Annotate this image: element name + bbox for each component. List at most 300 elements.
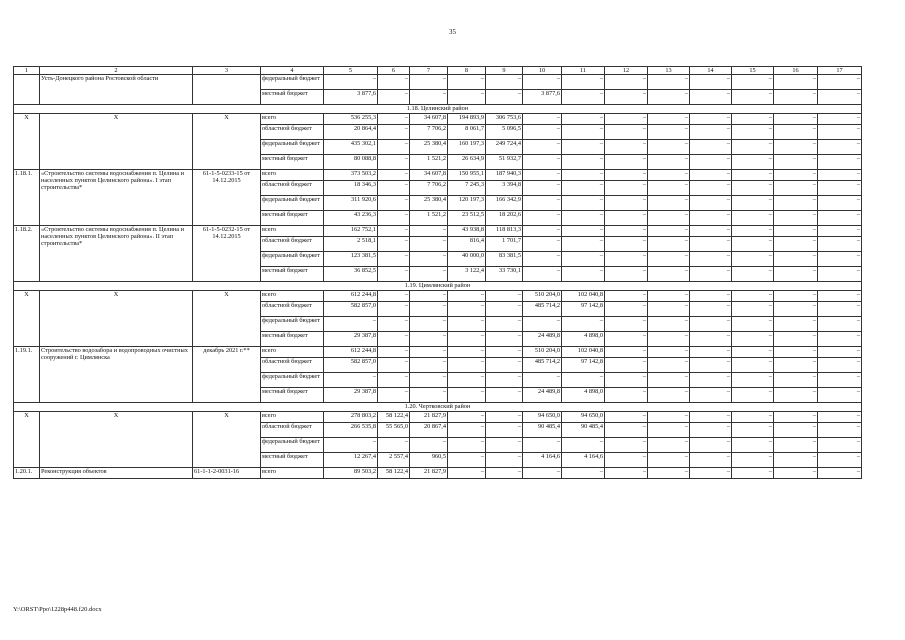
- value-cell: 102 040,8: [562, 291, 605, 302]
- value-cell: –: [648, 181, 690, 196]
- page-number: 35: [449, 28, 456, 36]
- value-cell: –: [562, 114, 605, 125]
- value-cell: –: [523, 237, 562, 252]
- value-cell: 21 827,9: [410, 412, 448, 423]
- table-row: [14, 105, 862, 114]
- value-cell: –: [523, 252, 562, 267]
- budget-type-cell: всего: [261, 114, 324, 125]
- value-cell: –: [732, 291, 774, 302]
- budget-type-cell: всего: [261, 170, 324, 181]
- value-cell: –: [690, 332, 732, 347]
- value-cell: –: [818, 155, 862, 170]
- value-cell: 166 342,9: [486, 196, 523, 211]
- table-row: [14, 114, 862, 125]
- column-number-header: 15: [732, 67, 774, 75]
- value-cell: –: [774, 170, 818, 181]
- value-cell: 36 852,5: [324, 267, 378, 282]
- value-cell: 278 803,2: [324, 412, 378, 423]
- value-cell: –: [605, 114, 648, 125]
- value-cell: 25 380,4: [410, 140, 448, 155]
- value-cell: –: [523, 125, 562, 140]
- value-cell: –: [732, 226, 774, 237]
- value-cell: –: [648, 211, 690, 226]
- table-row: [14, 75, 862, 90]
- value-cell: –: [648, 453, 690, 468]
- region-title: 1.20. Чертковский район: [14, 403, 862, 412]
- value-cell: –: [690, 358, 732, 373]
- value-cell: –: [605, 291, 648, 302]
- value-cell: 510 204,0: [523, 291, 562, 302]
- value-cell: 90 485,4: [523, 423, 562, 438]
- value-cell: –: [648, 291, 690, 302]
- value-cell: –: [378, 291, 410, 302]
- budget-type-cell: местный бюджет: [261, 90, 324, 105]
- value-cell: –: [774, 125, 818, 140]
- budget-type-cell: всего: [261, 468, 324, 479]
- value-cell: –: [562, 170, 605, 181]
- column-number-header: 10: [523, 67, 562, 75]
- value-cell: –: [648, 196, 690, 211]
- value-cell: –: [324, 317, 378, 332]
- value-cell: –: [732, 373, 774, 388]
- value-cell: –: [324, 373, 378, 388]
- value-cell: –: [486, 302, 523, 317]
- value-cell: –: [378, 181, 410, 196]
- value-cell: –: [818, 252, 862, 267]
- value-cell: –: [562, 267, 605, 282]
- object-name-cell: Строительство водозабора и водопроводных очистных сооружений г. Цимлянска: [40, 347, 193, 403]
- value-cell: 4 164,6: [562, 453, 605, 468]
- value-cell: –: [732, 332, 774, 347]
- row-number-cell: Х: [14, 114, 40, 170]
- value-cell: –: [410, 291, 448, 302]
- value-cell: 3 122,4: [448, 267, 486, 282]
- value-cell: 2 518,1: [324, 237, 378, 252]
- value-cell: –: [410, 347, 448, 358]
- value-cell: –: [774, 347, 818, 358]
- value-cell: –: [648, 423, 690, 438]
- value-cell: 485 714,2: [523, 358, 562, 373]
- value-cell: –: [605, 125, 648, 140]
- document-cell: 61-1-5-0232-15 от 14.12.2015: [193, 226, 261, 282]
- object-name-cell: Усть-Донецкого района Ростовской области: [40, 75, 193, 105]
- value-cell: –: [818, 453, 862, 468]
- value-cell: 94 650,0: [562, 412, 605, 423]
- value-cell: –: [818, 373, 862, 388]
- value-cell: –: [523, 317, 562, 332]
- value-cell: –: [774, 90, 818, 105]
- budget-type-cell: федеральный бюджет: [261, 75, 324, 90]
- value-cell: 43 236,3: [324, 211, 378, 226]
- value-cell: –: [378, 373, 410, 388]
- value-cell: –: [448, 373, 486, 388]
- value-cell: –: [410, 317, 448, 332]
- value-cell: –: [605, 358, 648, 373]
- row-number-cell: 1.18.2.: [14, 226, 40, 282]
- row-number-cell: Х: [14, 412, 40, 468]
- value-cell: –: [774, 181, 818, 196]
- value-cell: –: [818, 75, 862, 90]
- file-path-footer: Y:\ORST\Ppo\1228p448.f20.docx: [13, 606, 102, 613]
- value-cell: –: [732, 170, 774, 181]
- budget-type-cell: областной бюджет: [261, 423, 324, 438]
- value-cell: –: [818, 302, 862, 317]
- value-cell: –: [605, 412, 648, 423]
- table-row: [14, 412, 862, 423]
- value-cell: 612 244,8: [324, 291, 378, 302]
- value-cell: –: [448, 75, 486, 90]
- value-cell: 90 485,4: [562, 423, 605, 438]
- value-cell: –: [378, 237, 410, 252]
- budget-type-cell: всего: [261, 226, 324, 237]
- value-cell: –: [448, 317, 486, 332]
- value-cell: –: [562, 140, 605, 155]
- value-cell: –: [523, 75, 562, 90]
- value-cell: –: [818, 291, 862, 302]
- budget-type-cell: местный бюджет: [261, 332, 324, 347]
- document-cell: 61-1-5-0233-15 от 14.12.2015: [193, 170, 261, 226]
- value-cell: –: [448, 358, 486, 373]
- budget-type-cell: федеральный бюджет: [261, 317, 324, 332]
- value-cell: –: [774, 267, 818, 282]
- value-cell: 26 634,9: [448, 155, 486, 170]
- value-cell: –: [648, 155, 690, 170]
- object-name-cell: Реконструкция объектов: [40, 468, 193, 479]
- value-cell: –: [690, 114, 732, 125]
- value-cell: –: [486, 358, 523, 373]
- value-cell: 3 877,6: [523, 90, 562, 105]
- value-cell: –: [324, 438, 378, 453]
- value-cell: –: [605, 438, 648, 453]
- value-cell: –: [562, 468, 605, 479]
- value-cell: –: [690, 412, 732, 423]
- column-number-header: 3: [193, 67, 261, 75]
- value-cell: –: [648, 388, 690, 403]
- value-cell: –: [378, 140, 410, 155]
- value-cell: –: [486, 75, 523, 90]
- value-cell: –: [523, 438, 562, 453]
- value-cell: –: [378, 170, 410, 181]
- value-cell: –: [486, 453, 523, 468]
- value-cell: –: [605, 423, 648, 438]
- value-cell: –: [378, 75, 410, 90]
- column-number-header: 13: [648, 67, 690, 75]
- value-cell: 97 142,8: [562, 358, 605, 373]
- value-cell: –: [648, 226, 690, 237]
- value-cell: –: [690, 140, 732, 155]
- value-cell: –: [818, 332, 862, 347]
- value-cell: –: [690, 291, 732, 302]
- value-cell: –: [410, 226, 448, 237]
- value-cell: 306 753,6: [486, 114, 523, 125]
- value-cell: –: [410, 302, 448, 317]
- value-cell: –: [774, 412, 818, 423]
- value-cell: –: [818, 196, 862, 211]
- value-cell: –: [690, 317, 732, 332]
- region-title: 1.18. Целинский район: [14, 105, 862, 114]
- value-cell: –: [486, 468, 523, 479]
- value-cell: 94 650,0: [523, 412, 562, 423]
- table-row: [14, 347, 862, 358]
- value-cell: –: [378, 226, 410, 237]
- value-cell: –: [378, 332, 410, 347]
- value-cell: –: [378, 125, 410, 140]
- value-cell: –: [690, 468, 732, 479]
- column-number-header: 7: [410, 67, 448, 75]
- row-number-cell: Х: [14, 291, 40, 347]
- value-cell: 58 122,4: [378, 412, 410, 423]
- value-cell: –: [562, 252, 605, 267]
- value-cell: –: [378, 438, 410, 453]
- value-cell: –: [605, 211, 648, 226]
- value-cell: –: [774, 358, 818, 373]
- value-cell: 194 893,9: [448, 114, 486, 125]
- value-cell: –: [774, 196, 818, 211]
- value-cell: –: [523, 468, 562, 479]
- value-cell: –: [523, 267, 562, 282]
- value-cell: –: [448, 388, 486, 403]
- value-cell: –: [690, 75, 732, 90]
- column-number-header: 5: [324, 67, 378, 75]
- value-cell: 80 088,8: [324, 155, 378, 170]
- value-cell: –: [605, 332, 648, 347]
- value-cell: 311 920,6: [324, 196, 378, 211]
- value-cell: –: [732, 438, 774, 453]
- value-cell: –: [410, 358, 448, 373]
- value-cell: –: [648, 358, 690, 373]
- value-cell: –: [648, 237, 690, 252]
- document-cell: [193, 75, 261, 105]
- value-cell: –: [378, 347, 410, 358]
- value-cell: 118 813,3: [486, 226, 523, 237]
- value-cell: 51 932,7: [486, 155, 523, 170]
- value-cell: 2 557,4: [378, 453, 410, 468]
- value-cell: –: [690, 237, 732, 252]
- value-cell: –: [774, 332, 818, 347]
- value-cell: 536 255,3: [324, 114, 378, 125]
- value-cell: –: [818, 317, 862, 332]
- value-cell: –: [605, 90, 648, 105]
- value-cell: –: [486, 332, 523, 347]
- document-cell: Х: [193, 114, 261, 170]
- value-cell: –: [690, 388, 732, 403]
- table-row: [14, 67, 862, 75]
- value-cell: 510 204,0: [523, 347, 562, 358]
- value-cell: 25 380,4: [410, 196, 448, 211]
- value-cell: –: [690, 226, 732, 237]
- value-cell: –: [690, 125, 732, 140]
- value-cell: 23 512,5: [448, 211, 486, 226]
- value-cell: –: [605, 140, 648, 155]
- budget-type-cell: местный бюджет: [261, 388, 324, 403]
- budget-type-cell: местный бюджет: [261, 267, 324, 282]
- value-cell: –: [818, 125, 862, 140]
- value-cell: 373 503,2: [324, 170, 378, 181]
- value-cell: 435 302,1: [324, 140, 378, 155]
- value-cell: 123 381,5: [324, 252, 378, 267]
- budget-type-cell: федеральный бюджет: [261, 373, 324, 388]
- document-cell: Х: [193, 412, 261, 468]
- budget-type-cell: областной бюджет: [261, 302, 324, 317]
- value-cell: –: [605, 196, 648, 211]
- value-cell: –: [732, 75, 774, 90]
- value-cell: –: [648, 75, 690, 90]
- value-cell: 249 724,4: [486, 140, 523, 155]
- value-cell: –: [774, 302, 818, 317]
- value-cell: –: [648, 412, 690, 423]
- value-cell: –: [732, 181, 774, 196]
- value-cell: 21 827,9: [410, 468, 448, 479]
- value-cell: –: [378, 252, 410, 267]
- value-cell: –: [410, 252, 448, 267]
- value-cell: –: [562, 75, 605, 90]
- value-cell: –: [605, 388, 648, 403]
- budget-type-cell: всего: [261, 347, 324, 358]
- value-cell: –: [605, 170, 648, 181]
- budget-type-cell: областной бюджет: [261, 125, 324, 140]
- value-cell: –: [562, 181, 605, 196]
- value-cell: –: [818, 114, 862, 125]
- value-cell: –: [410, 267, 448, 282]
- value-cell: –: [818, 181, 862, 196]
- value-cell: –: [523, 373, 562, 388]
- value-cell: –: [774, 453, 818, 468]
- value-cell: –: [523, 196, 562, 211]
- value-cell: –: [732, 317, 774, 332]
- value-cell: –: [448, 453, 486, 468]
- value-cell: –: [774, 388, 818, 403]
- value-cell: –: [605, 237, 648, 252]
- value-cell: –: [378, 267, 410, 282]
- value-cell: 582 857,0: [324, 358, 378, 373]
- value-cell: –: [774, 291, 818, 302]
- value-cell: –: [690, 302, 732, 317]
- value-cell: –: [378, 196, 410, 211]
- object-name-cell: «Строительство системы водоснабжения п. Целина и населенных пунктов Целинского района». I этап строительства*: [40, 170, 193, 226]
- row-number-cell: [14, 75, 40, 105]
- document-cell: Х: [193, 291, 261, 347]
- value-cell: –: [605, 75, 648, 90]
- value-cell: 1 521,2: [410, 155, 448, 170]
- value-cell: –: [523, 114, 562, 125]
- value-cell: –: [448, 468, 486, 479]
- value-cell: –: [562, 90, 605, 105]
- value-cell: –: [605, 373, 648, 388]
- value-cell: 582 857,0: [324, 302, 378, 317]
- column-number-header: 11: [562, 67, 605, 75]
- value-cell: 266 535,8: [324, 423, 378, 438]
- value-cell: –: [732, 125, 774, 140]
- value-cell: –: [523, 140, 562, 155]
- value-cell: –: [448, 347, 486, 358]
- value-cell: –: [448, 291, 486, 302]
- column-number-header: 16: [774, 67, 818, 75]
- value-cell: 160 197,3: [448, 140, 486, 155]
- value-cell: –: [732, 388, 774, 403]
- region-title: 1.19. Цимлянский район: [14, 282, 862, 291]
- value-cell: –: [523, 211, 562, 226]
- value-cell: 816,4: [448, 237, 486, 252]
- value-cell: –: [486, 412, 523, 423]
- value-cell: –: [523, 155, 562, 170]
- value-cell: –: [410, 90, 448, 105]
- object-name-cell: «Строительство системы водоснабжения п. Целина и населенных пунктов Целинского района». II этап строительства*: [40, 226, 193, 282]
- value-cell: –: [605, 252, 648, 267]
- table-row: [14, 403, 862, 412]
- value-cell: –: [378, 155, 410, 170]
- value-cell: –: [732, 453, 774, 468]
- value-cell: –: [732, 196, 774, 211]
- value-cell: 162 752,1: [324, 226, 378, 237]
- value-cell: 18 202,6: [486, 211, 523, 226]
- value-cell: 1 701,7: [486, 237, 523, 252]
- value-cell: –: [732, 347, 774, 358]
- value-cell: –: [732, 211, 774, 226]
- value-cell: –: [774, 211, 818, 226]
- value-cell: –: [690, 170, 732, 181]
- value-cell: –: [448, 302, 486, 317]
- value-cell: –: [732, 237, 774, 252]
- value-cell: –: [774, 373, 818, 388]
- value-cell: –: [378, 211, 410, 226]
- budget-type-cell: областной бюджет: [261, 358, 324, 373]
- value-cell: –: [818, 140, 862, 155]
- value-cell: –: [448, 412, 486, 423]
- value-cell: –: [605, 302, 648, 317]
- value-cell: –: [818, 388, 862, 403]
- table-row: [14, 468, 862, 479]
- column-number-header: 12: [605, 67, 648, 75]
- value-cell: –: [690, 373, 732, 388]
- value-cell: –: [378, 114, 410, 125]
- value-cell: –: [378, 358, 410, 373]
- value-cell: –: [818, 423, 862, 438]
- object-name-cell: Х: [40, 412, 193, 468]
- value-cell: –: [605, 468, 648, 479]
- value-cell: 24 489,8: [523, 332, 562, 347]
- document-cell: 61-1-1-2-0031-16: [193, 468, 261, 479]
- budget-type-cell: всего: [261, 291, 324, 302]
- value-cell: –: [486, 388, 523, 403]
- value-cell: –: [732, 468, 774, 479]
- value-cell: –: [732, 423, 774, 438]
- row-number-cell: 1.18.1.: [14, 170, 40, 226]
- budget-type-cell: местный бюджет: [261, 453, 324, 468]
- column-number-header: 8: [448, 67, 486, 75]
- value-cell: –: [562, 237, 605, 252]
- value-cell: –: [690, 252, 732, 267]
- value-cell: –: [605, 181, 648, 196]
- value-cell: –: [486, 347, 523, 358]
- value-cell: –: [324, 75, 378, 90]
- value-cell: –: [648, 125, 690, 140]
- value-cell: –: [486, 317, 523, 332]
- value-cell: –: [410, 438, 448, 453]
- value-cell: 4 898,0: [562, 388, 605, 403]
- table-row: [14, 170, 862, 181]
- value-cell: –: [818, 347, 862, 358]
- value-cell: 97 142,8: [562, 302, 605, 317]
- value-cell: 3 877,6: [324, 90, 378, 105]
- value-cell: –: [378, 302, 410, 317]
- value-cell: –: [732, 155, 774, 170]
- value-cell: 83 381,5: [486, 252, 523, 267]
- value-cell: –: [818, 237, 862, 252]
- budget-type-cell: областной бюджет: [261, 181, 324, 196]
- value-cell: –: [648, 317, 690, 332]
- value-cell: –: [562, 317, 605, 332]
- value-cell: –: [648, 170, 690, 181]
